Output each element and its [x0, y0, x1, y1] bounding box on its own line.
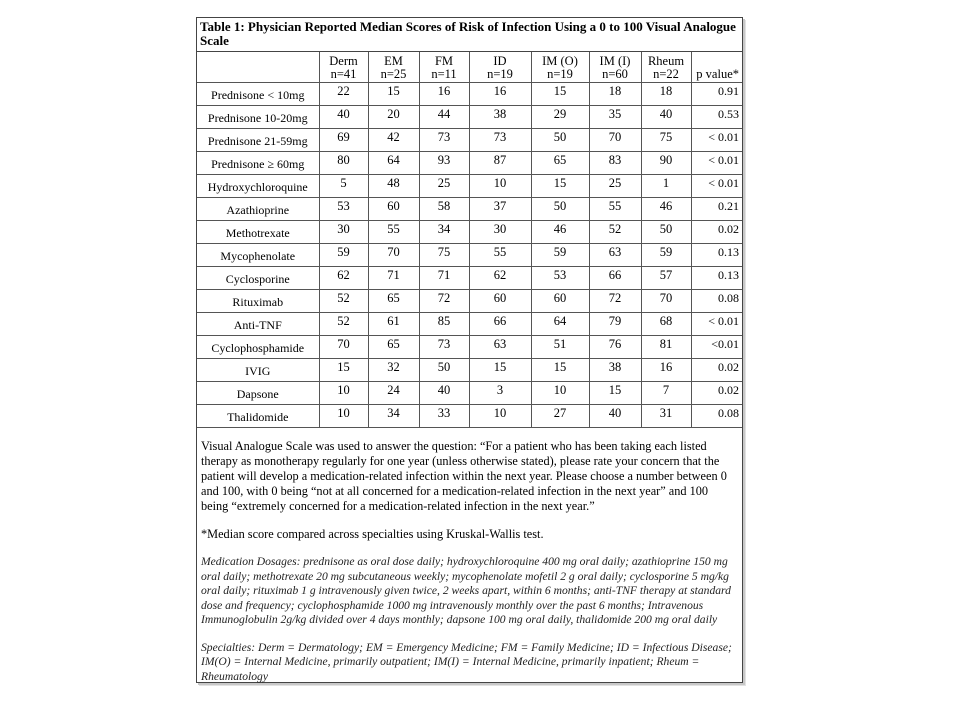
column-header: EM n=25: [368, 52, 419, 83]
score-cell: 87: [469, 152, 531, 175]
score-cell: 93: [419, 152, 469, 175]
score-cell: 40: [319, 106, 368, 129]
score-cell: 64: [368, 152, 419, 175]
p-value-cell: 0.02: [691, 221, 742, 244]
p-value-cell: 0.08: [691, 405, 742, 428]
row-label: Thalidomide: [197, 405, 319, 428]
score-cell: 10: [469, 405, 531, 428]
score-cell: 81: [641, 336, 691, 359]
p-value-cell: < 0.01: [691, 129, 742, 152]
score-cell: 62: [319, 267, 368, 290]
row-label: Anti-TNF: [197, 313, 319, 336]
score-cell: 61: [368, 313, 419, 336]
row-label: Hydroxychloroquine: [197, 175, 319, 198]
score-cell: 90: [641, 152, 691, 175]
score-cell: 25: [589, 175, 641, 198]
score-cell: 34: [368, 405, 419, 428]
table-row: [197, 336, 742, 359]
score-cell: 32: [368, 359, 419, 382]
row-label: Prednisone ≥ 60mg: [197, 152, 319, 175]
score-cell: 24: [368, 382, 419, 405]
score-cell: 66: [589, 267, 641, 290]
column-header: IM (O) n=19: [531, 52, 589, 83]
score-cell: 18: [641, 83, 691, 106]
score-cell: 52: [319, 290, 368, 313]
score-cell: 35: [589, 106, 641, 129]
score-cell: 10: [319, 382, 368, 405]
score-cell: 5: [319, 175, 368, 198]
score-cell: 30: [469, 221, 531, 244]
score-cell: 48: [368, 175, 419, 198]
score-cell: 15: [368, 83, 419, 106]
score-cell: 16: [419, 83, 469, 106]
risk-score-table: [197, 52, 742, 428]
row-label: Dapsone: [197, 382, 319, 405]
header-blank: [197, 52, 319, 83]
p-value-cell: 0.02: [691, 359, 742, 382]
medication-dosages-note: Medication Dosages: prednisone as oral dose daily; hydroxychloroquine 400 mg oral daily; azathioprine 150 mg oral daily; methotrexate 20 mg subcutaneous weekly; mycophenolate mofetil 2 g oral daily; cyclosporine 5 mg/kg oral daily; rituximab 1 g intravenously given twice, 2 weeks apart, within 6 months; anti-TNF therapy at standard dose and frequency; cyclophosphamide 1000 mg intravenously monthly over the past 6 months; Intravenous Immunoglobulin 2g/kg divided over 4 days monthly; dapsone 100 mg oral daily, thalidomide 200 mg oral daily: [201, 555, 731, 626]
score-cell: 46: [531, 221, 589, 244]
score-cell: 85: [419, 313, 469, 336]
table-document: [196, 17, 743, 683]
score-cell: 65: [531, 152, 589, 175]
table-row: [197, 129, 742, 152]
table-row: [197, 244, 742, 267]
p-value-cell: 0.21: [691, 198, 742, 221]
table-row: [197, 405, 742, 428]
score-cell: 31: [641, 405, 691, 428]
score-cell: 50: [419, 359, 469, 382]
p-value-cell: < 0.01: [691, 152, 742, 175]
score-cell: 1: [641, 175, 691, 198]
score-cell: 50: [531, 129, 589, 152]
p-value-cell: 0.53: [691, 106, 742, 129]
score-cell: 73: [419, 336, 469, 359]
score-cell: 3: [469, 382, 531, 405]
score-cell: 58: [419, 198, 469, 221]
score-cell: 71: [368, 267, 419, 290]
score-cell: 75: [641, 129, 691, 152]
score-cell: 63: [469, 336, 531, 359]
score-cell: 55: [469, 244, 531, 267]
score-cell: 73: [469, 129, 531, 152]
score-cell: 44: [419, 106, 469, 129]
kruskal-wallis-footnote: *Median score compared across specialties using Kruskal-Wallis test.: [201, 527, 544, 541]
score-cell: 70: [368, 244, 419, 267]
table-row: [197, 83, 742, 106]
table-row: [197, 152, 742, 175]
score-cell: 59: [641, 244, 691, 267]
p-value-cell: 0.13: [691, 267, 742, 290]
score-cell: 15: [589, 382, 641, 405]
score-cell: 70: [641, 290, 691, 313]
row-label: Azathioprine: [197, 198, 319, 221]
specialties-legend-note: Specialties: Derm = Dermatology; EM = Emergency Medicine; FM = Family Medicine; ID = Infectious Disease; IM(O) = Internal Medicine, primarily outpatient; IM(I) = Internal Medicine, primarily inpatient; Rheum = Rheumatology: [201, 640, 732, 683]
p-value-cell: 0.02: [691, 382, 742, 405]
p-value-cell: <0.01: [691, 336, 742, 359]
score-cell: 40: [641, 106, 691, 129]
score-cell: 65: [368, 336, 419, 359]
score-cell: 15: [319, 359, 368, 382]
score-cell: 75: [419, 244, 469, 267]
column-header: Rheum n=22: [641, 52, 691, 83]
score-cell: 66: [469, 313, 531, 336]
score-cell: 53: [319, 198, 368, 221]
column-header: FM n=11: [419, 52, 469, 83]
score-cell: 46: [641, 198, 691, 221]
header-row: [197, 52, 742, 83]
table-row: [197, 267, 742, 290]
table-row: [197, 106, 742, 129]
score-cell: 16: [469, 83, 531, 106]
table-row: [197, 175, 742, 198]
score-cell: 20: [368, 106, 419, 129]
score-cell: 65: [368, 290, 419, 313]
score-cell: 51: [531, 336, 589, 359]
score-cell: 30: [319, 221, 368, 244]
score-cell: 70: [319, 336, 368, 359]
score-cell: 59: [319, 244, 368, 267]
table-row: [197, 382, 742, 405]
row-label: Cyclophosphamide: [197, 336, 319, 359]
score-cell: 10: [319, 405, 368, 428]
score-cell: 57: [641, 267, 691, 290]
table-row: [197, 359, 742, 382]
column-header: IM (I) n=60: [589, 52, 641, 83]
table-row: [197, 221, 742, 244]
score-cell: 60: [531, 290, 589, 313]
score-cell: 15: [469, 359, 531, 382]
row-label: Prednisone 10-20mg: [197, 106, 319, 129]
row-label: Rituximab: [197, 290, 319, 313]
row-label: IVIG: [197, 359, 319, 382]
row-label: Mycophenolate: [197, 244, 319, 267]
row-label: Cyclosporine: [197, 267, 319, 290]
score-cell: 38: [589, 359, 641, 382]
score-cell: 10: [531, 382, 589, 405]
score-cell: 53: [531, 267, 589, 290]
row-label: Methotrexate: [197, 221, 319, 244]
score-cell: 42: [368, 129, 419, 152]
score-cell: 15: [531, 359, 589, 382]
p-value-cell: 0.08: [691, 290, 742, 313]
score-cell: 22: [319, 83, 368, 106]
score-cell: 68: [641, 313, 691, 336]
score-cell: 73: [419, 129, 469, 152]
score-cell: 50: [641, 221, 691, 244]
score-cell: 60: [368, 198, 419, 221]
score-cell: 72: [419, 290, 469, 313]
score-cell: 40: [419, 382, 469, 405]
score-cell: 60: [469, 290, 531, 313]
score-cell: 15: [531, 175, 589, 198]
score-cell: 7: [641, 382, 691, 405]
score-cell: 79: [589, 313, 641, 336]
score-cell: 16: [641, 359, 691, 382]
score-cell: 55: [589, 198, 641, 221]
score-cell: 70: [589, 129, 641, 152]
score-cell: 25: [419, 175, 469, 198]
score-cell: 29: [531, 106, 589, 129]
p-value-header: p value*: [691, 52, 742, 83]
score-cell: 63: [589, 244, 641, 267]
score-cell: 34: [419, 221, 469, 244]
p-value-cell: < 0.01: [691, 175, 742, 198]
table-notes: [197, 428, 742, 684]
vas-question-note: Visual Analogue Scale was used to answer the question: “For a patient who has been taking each listed therapy as monotherapy regularly for one year (unless otherwise stated), please rate your concern that the patient will develop a medication-related infection within the next year. Please choose a number between 0 and 100, with 0 being “not at all concerned for a medication-related infection in the next year” and 100 being “extremely concerned for a medication-related infection in the next year.”: [201, 439, 727, 513]
score-cell: 76: [589, 336, 641, 359]
score-cell: 52: [589, 221, 641, 244]
score-cell: 83: [589, 152, 641, 175]
row-label: Prednisone < 10mg: [197, 83, 319, 106]
score-cell: 64: [531, 313, 589, 336]
score-cell: 71: [419, 267, 469, 290]
table-row: [197, 198, 742, 221]
table-row: [197, 313, 742, 336]
score-cell: 55: [368, 221, 419, 244]
score-cell: 72: [589, 290, 641, 313]
table-row: [197, 290, 742, 313]
score-cell: 27: [531, 405, 589, 428]
score-cell: 50: [531, 198, 589, 221]
score-cell: 18: [589, 83, 641, 106]
score-cell: 80: [319, 152, 368, 175]
score-cell: 62: [469, 267, 531, 290]
p-value-cell: 0.13: [691, 244, 742, 267]
score-cell: 69: [319, 129, 368, 152]
score-cell: 38: [469, 106, 531, 129]
p-value-cell: < 0.01: [691, 313, 742, 336]
score-cell: 33: [419, 405, 469, 428]
score-cell: 40: [589, 405, 641, 428]
column-header: ID n=19: [469, 52, 531, 83]
p-value-cell: 0.91: [691, 83, 742, 106]
score-cell: 37: [469, 198, 531, 221]
column-header: Derm n=41: [319, 52, 368, 83]
row-label: Prednisone 21-59mg: [197, 129, 319, 152]
score-cell: 59: [531, 244, 589, 267]
score-cell: 52: [319, 313, 368, 336]
score-cell: 15: [531, 83, 589, 106]
table-title: Table 1: Physician Reported Median Scores of Risk of Infection Using a 0 to 100 Visual Analogue Scale: [197, 18, 742, 52]
score-cell: 10: [469, 175, 531, 198]
